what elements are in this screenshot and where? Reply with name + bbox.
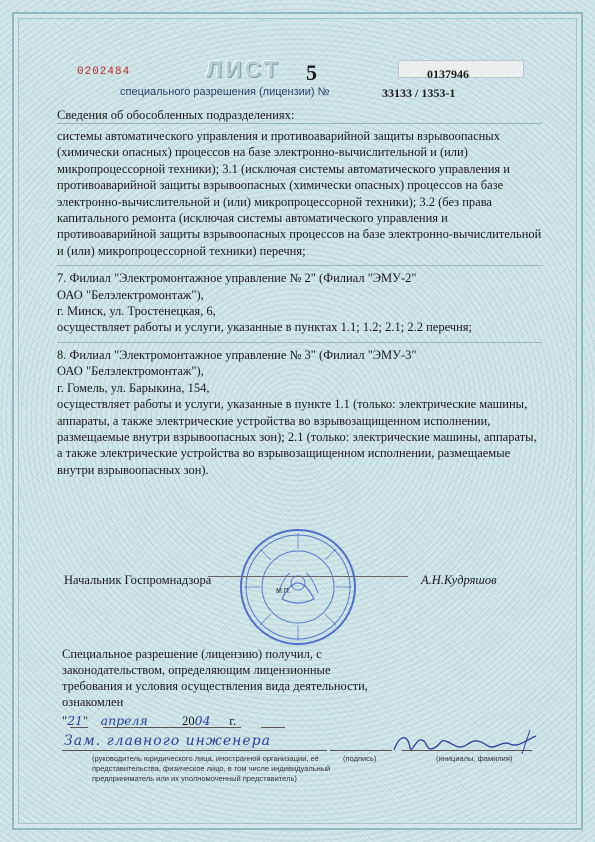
license-number: 33133 / 1353-1 xyxy=(382,86,456,100)
date-day-line xyxy=(70,727,88,728)
sign-line xyxy=(330,750,392,751)
branch-8-address: г. Гомель, ул. Барыкина, 154, xyxy=(57,380,210,395)
date-row: "21" апреля 2004 г. xyxy=(62,713,237,728)
date-month-line xyxy=(103,727,241,728)
blank-number: 0137946 xyxy=(427,67,469,81)
handwritten-position: Зам. главного инженера xyxy=(64,733,271,749)
caption-representative: (руководитель юридического лица, иностранной организации, её представительства, физическое лицо, в том числе индивидуальный предприниматель или их уполномоченный представитель) xyxy=(92,754,331,783)
branch-8-parent: ОАО "Белэлектромонтаж"), xyxy=(57,364,204,379)
date-year-line xyxy=(261,727,285,728)
sheet-number: 5 xyxy=(306,60,317,85)
branch-8-name: 8. Филиал "Электромонтажное управление № 3" (Филиал "ЭМУ-3" xyxy=(57,347,417,362)
branch-7-parent: ОАО "Белэлектромонтаж"), xyxy=(57,287,204,302)
branch-8-scope: осуществляет работы и услуги, указанные в пункте 1.1 (только: электрические машины, аппараты, а также электрические устройства во взрывозащищенном исполнении, размещаемые внутри взрывоопасных зон); 2.1 (только: электрические машины, аппараты, а также электрические устройства во взрывозащищенном исполнении, размещаемые внутри взрывоопасных зон). xyxy=(57,397,537,477)
branch-7-address: г. Минск, ул. Тростенецкая, 6, xyxy=(57,304,216,319)
document-body xyxy=(57,123,542,484)
position-line xyxy=(62,750,327,751)
divider xyxy=(57,342,542,343)
seal-mark: М.П. xyxy=(276,588,291,595)
date-month: апреля xyxy=(100,713,148,728)
signatory-name: А.Н.Кудряшов xyxy=(421,573,497,587)
branch-8 xyxy=(57,347,542,478)
date-suffix: г. xyxy=(229,714,237,728)
caption-initials: (инициалы, фамилия) xyxy=(436,754,513,763)
receipt-statement: Специальное разрешение (лицензию) получил, с законодательством, определяющим лицензионные требования и условия осуществления вида деятельности, ознакомлен xyxy=(62,647,368,709)
date-day: 21 xyxy=(67,713,84,728)
sheet-title: ЛИСТ xyxy=(206,56,281,82)
branch-7 xyxy=(57,270,542,336)
serial-number: 0202484 xyxy=(77,66,131,78)
branch-7-scope: осуществляет работы и услуги, указанные в пунктах 1.1; 1.2; 2.1; 2.2 перечня; xyxy=(57,320,473,335)
signatory-position: Начальник Госпромнадзора xyxy=(64,573,212,587)
date-year-suffix: 04 xyxy=(194,713,211,728)
paragraph-activities: системы автоматического управления и противоаварийной защиты взрывоопасных (химически опасных) процессов на базе электронно-вычислительной и (или) микропроцессорной техники); 3.1 (исключая системы автоматического управления и противоаварийной защиты взрывоопасных (химически опасных) процессов на базе электронно-вычислительной и (или) микропроцессорной техники); 3.2 (без права капитального ремонта (исключая системы автоматического управления и противоаварийной защиты взрывоопасных процессов на базе электронно-вычислительной и (или) микропроцессорной техники) перечня; xyxy=(57,129,542,258)
license-subtitle: специального разрешения (лицензии) № xyxy=(120,86,330,98)
caption-signature: (подпись) xyxy=(343,754,377,763)
intro-line: Сведения об обособленных подразделениях: xyxy=(57,108,295,122)
signature-line xyxy=(208,576,408,577)
divider xyxy=(57,123,542,124)
date-year-prefix: 20 xyxy=(182,714,195,728)
divider xyxy=(57,265,542,266)
branch-7-name: 7. Филиал "Электромонтажное управление № 2" (Филиал "ЭМУ-2" xyxy=(57,271,417,286)
